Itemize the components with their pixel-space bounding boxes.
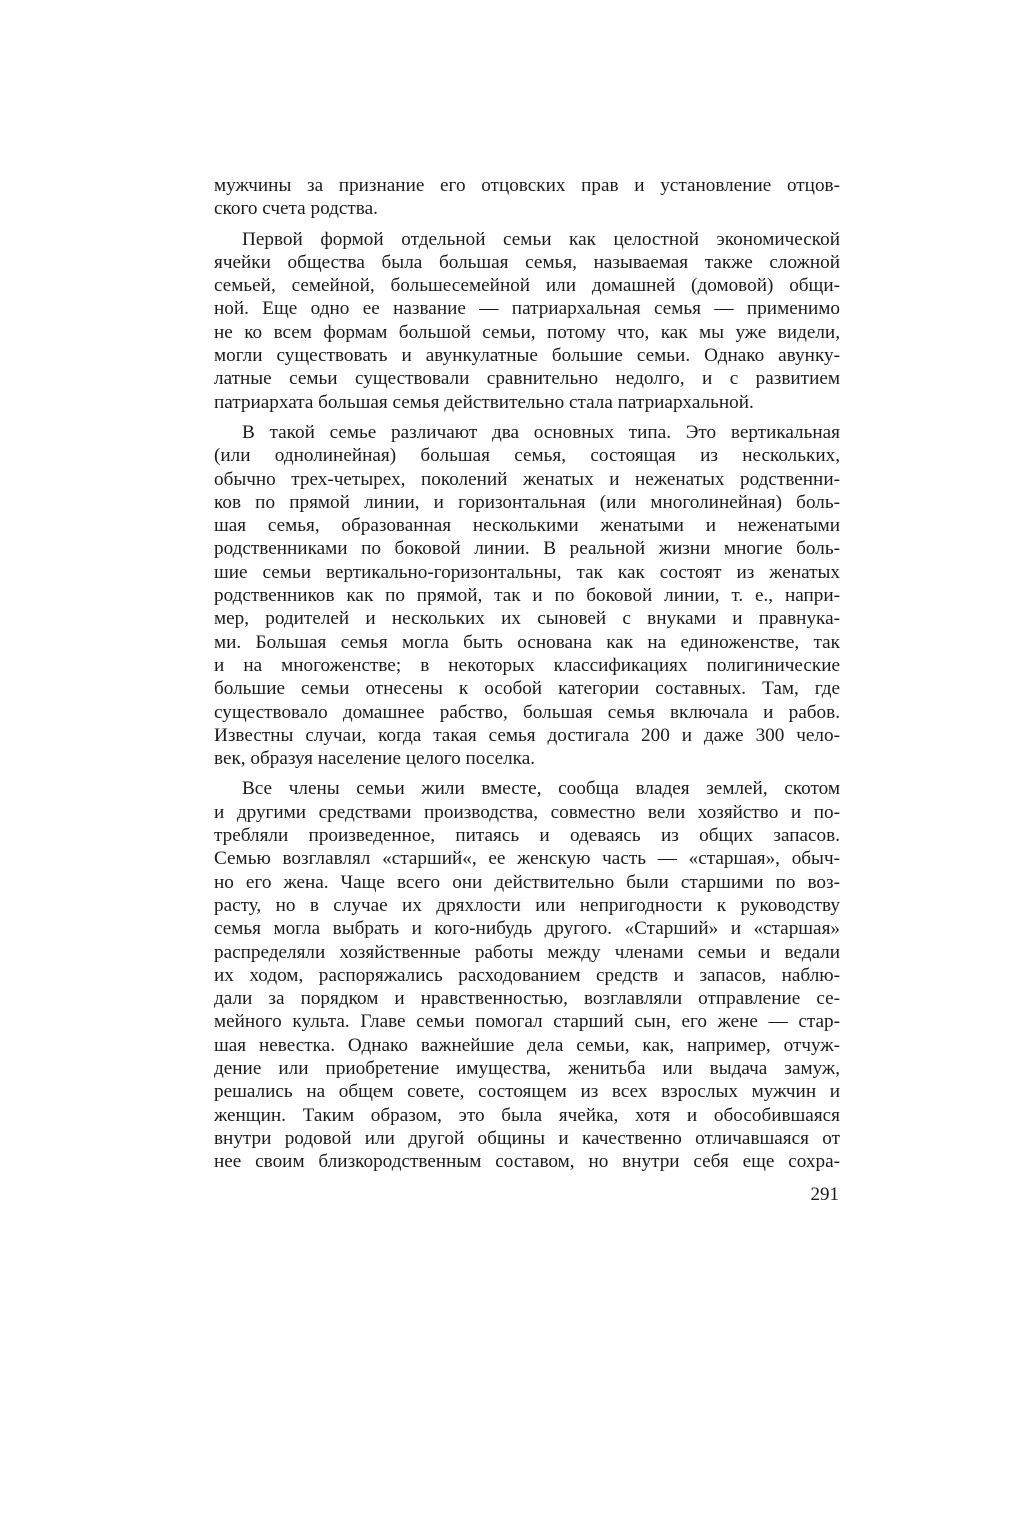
text-line: и на многоженстве; в некоторых классификациях полигинические [214,654,840,676]
text-line: существовало домашнее рабство, большая семья включала и рабов. [214,701,840,723]
text-line: внутри родовой или другой общины и качественно отличавшаяся от [214,1127,840,1149]
text-line: век, образуя население целого поселка. [214,748,536,770]
text-line: нее своим близкородственным составом, но внутри себя еще сохра- [214,1151,840,1173]
text-line: ной. Еще одно ее название — патриархальная семья — применимо [214,298,840,320]
text-line: Семью возглавлял «старший«, ее женскую часть — «старшая», обыч- [214,848,840,870]
text-line: ского счета родства. [214,198,378,220]
text-line: (или однолинейная) большая семья, состоящая из нескольких, [214,445,840,467]
text-line: большие семьи отнесены к особой категории составных. Там, где [214,678,840,700]
text-line: обычно трех-четырех, поколений женатых и неженатых родственни- [214,468,840,490]
text-line: шая невестка. Однако важнейшие дела семьи, как, например, отчуж- [214,1034,840,1056]
text-line: В такой семье различают два основных типа. Это вертикальная [242,421,840,443]
text-line: дали за порядком и нравственностью, возглавляли отправление се- [214,988,840,1010]
paragraph [214,777,840,1173]
text-line: мейного культа. Главе семьи помогал старший сын, его жене — стар- [214,1011,840,1033]
text-line: шая семья, образованная несколькими женатыми и неженатыми [214,515,840,537]
text-line: мужчины за признание его отцовских прав и установление отцов- [214,175,840,196]
text-line: требляли произведенное, питаясь и одеваясь из общих запасов. [214,825,840,847]
text-line: семьей, семейной, большесемейной или домашней (домовой) общи- [214,275,840,297]
text-line: латные семьи существовали сравнительно недолго, и с развитием [214,368,840,390]
text-line: родственников как по прямой, так и по боковой линии, т. е., напри- [214,585,840,607]
text-line: расту, но в случае их дряхлости или непригодности к руководству [214,894,840,916]
text-line: ков по прямой линии, и горизонтальная (или многолинейная) боль- [214,491,840,513]
text-line: шие семьи вертикально-горизонтальны, так как состоят из женатых [214,561,840,583]
text-line: и другими средствами производства, совместно вели хозяйство и по- [214,801,840,823]
text-line: не ко всем формам большой семьи, потому что, как мы уже видели, [214,321,840,343]
text-block [214,174,840,1173]
text-line: женщин. Таким образом, это была ячейка, хотя и обособившаяся [214,1104,840,1126]
paragraph [214,174,840,221]
paragraph [214,421,840,770]
text-line: могли существовать и авункулатные большие семьи. Однако авунку- [214,345,840,367]
text-line: Известны случаи, когда такая семья достигала 200 и даже 300 чело- [214,724,840,746]
text-line: ми. Большая семья могла быть основана как на единоженстве, так [214,631,840,653]
text-line: Все члены семьи жили вместе, сообща владея землей, скотом [242,778,840,800]
page-number: 291 [810,1184,839,1205]
paragraph [214,228,840,414]
text-line: мер, родителей и нескольких их сыновей с внуками и правнука- [214,608,840,630]
text-line: ячейки общества была большая семья, называемая также сложной [214,251,840,273]
text-line: семья могла выбрать и кого-нибудь другого. «Старший» и «старшая» [214,918,840,940]
text-line: но его жена. Чаще всего они действительно были старшими по воз- [214,871,840,893]
text-line: их ходом, распоряжались расходованием средств и запасов, наблю- [214,964,840,986]
page-body [214,174,840,1173]
text-line: родственниками по боковой линии. В реальной жизни многие боль- [214,538,840,560]
text-line: решались на общем совете, состоящем из всех взрослых мужчин и [214,1081,840,1103]
text-line: дение или приобретение имущества, женитьба или выдача замуж, [214,1057,840,1079]
text-line: Первой формой отдельной семьи как целостной экономической [242,228,840,250]
text-line: патриархата большая семья действительно стала патриархальной. [214,391,754,413]
text-line: распределяли хозяйственные работы между членами семьи и ведали [214,941,840,963]
